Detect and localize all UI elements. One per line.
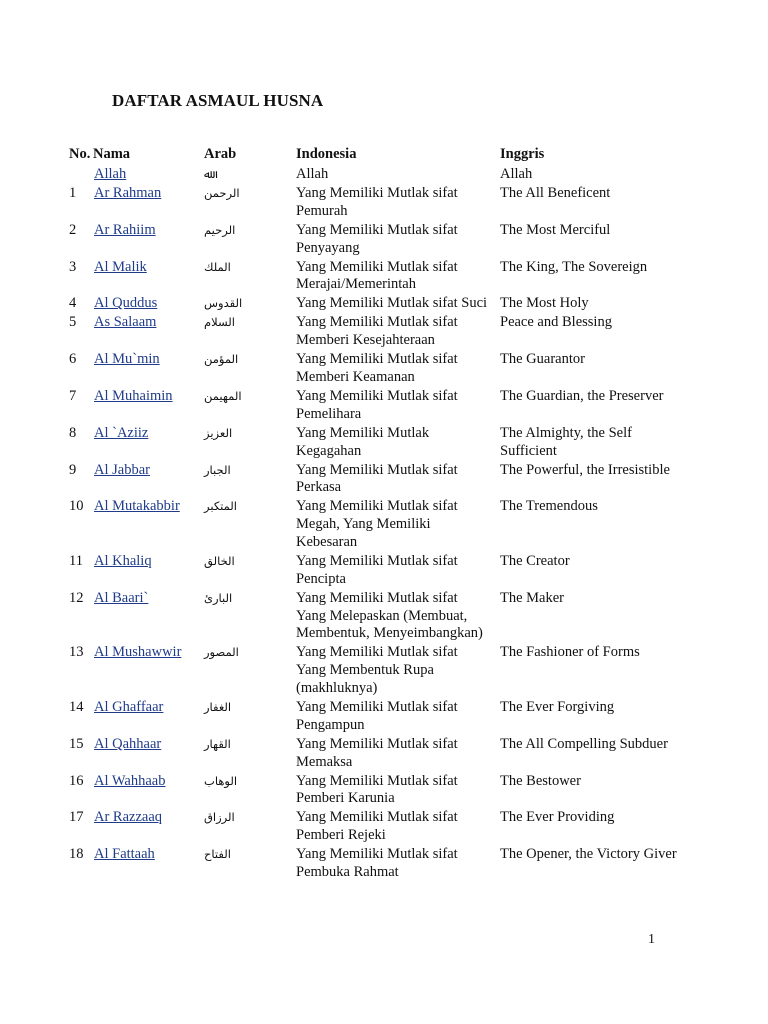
indonesian-meaning: Yang Memiliki Mutlak sifat Merajai/Memerintah [296, 258, 458, 293]
arabic-name: المؤمن [204, 352, 239, 367]
english-meaning: The King, The Sovereign [500, 258, 648, 275]
row-number: 12 [69, 589, 84, 606]
english-meaning: The Tremendous [500, 498, 598, 515]
arabic-name: الغفار [204, 699, 232, 714]
document-title: DAFTAR ASMAUL HUSNA [112, 91, 324, 110]
row-number: 3 [69, 258, 77, 275]
header-nama: Nama [93, 146, 131, 162]
page-number: 1 [648, 932, 655, 947]
english-meaning: The Ever Forgiving [500, 698, 615, 715]
table-row [0, 498, 768, 553]
table-row [0, 809, 768, 846]
name-link[interactable]: Al Malik [94, 258, 147, 275]
arabic-name: القدوس [204, 296, 243, 311]
name-link[interactable]: Ar Rahman [94, 185, 162, 201]
arabic-name: القهار [204, 736, 231, 751]
arabic-name: الفتاح [204, 847, 231, 862]
indonesian-meaning: Yang Memiliki Mutlak sifat Yang Membentuk Rupa (makhluknya) [296, 644, 458, 696]
name-link[interactable]: Al Mutakabbir [94, 498, 180, 515]
table-row [0, 388, 768, 425]
table-row [0, 425, 768, 462]
header-indonesia: Indonesia [296, 146, 357, 162]
english-meaning: The Almighty, the Self Sufficient [500, 424, 632, 459]
table-row [0, 351, 768, 388]
indonesian-meaning: Yang Memiliki Mutlak sifat Pembuka Rahmat [296, 846, 458, 880]
row-number: 14 [69, 698, 84, 715]
table-row [0, 295, 768, 314]
indonesian-meaning: Yang Memiliki Mutlak sifat Perkasa [296, 461, 458, 496]
indonesian-meaning: Yang Memiliki Mutlak sifat Pengampun [296, 698, 458, 733]
name-link[interactable]: Al Ghaffaar [94, 698, 164, 715]
arabic-name: الرزاق [204, 810, 235, 825]
name-link[interactable]: Al Jabbar [94, 461, 150, 478]
arabic-name: العزيز [204, 425, 233, 440]
table-row [0, 185, 768, 222]
english-meaning: The All Compelling Subduer [500, 735, 668, 752]
indonesian-meaning: Yang Memiliki Mutlak sifat Pemberi Rejeki [296, 809, 458, 844]
arabic-name: الخالق [204, 553, 235, 568]
row-number: 18 [69, 846, 84, 863]
arabic-name: الملك [204, 259, 231, 274]
row-number: 13 [69, 644, 84, 661]
arabic-name: ﷲ [204, 167, 211, 181]
indonesian-meaning: Yang Memiliki Mutlak sifat Memaksa [296, 735, 458, 770]
name-link[interactable]: Al Mu`min [94, 351, 160, 368]
table-row [0, 644, 768, 699]
table-row [0, 736, 768, 773]
name-link[interactable]: As Salaam [94, 314, 157, 331]
table-row [0, 699, 768, 736]
english-meaning: The Fashioner of Forms [500, 644, 640, 661]
row-number: 2 [69, 221, 77, 238]
table-row [0, 259, 768, 296]
table-row [0, 846, 768, 883]
header-arab: Arab [204, 146, 237, 162]
arabic-name: الرحمن [204, 186, 240, 200]
table-row [0, 462, 768, 499]
indonesian-meaning: Yang Memiliki Mutlak sifat Pemelihara [296, 387, 458, 422]
table-header [0, 146, 768, 164]
english-meaning: The Most Merciful [500, 221, 611, 238]
english-meaning: Peace and Blessing [500, 314, 612, 331]
english-meaning: The Guarantor [500, 351, 585, 368]
indonesian-meaning: Yang Memiliki Mutlak sifat Pemberi Karunia [296, 772, 458, 807]
english-meaning: The Creator [500, 552, 570, 569]
english-meaning: The Maker [500, 589, 565, 606]
name-link[interactable]: Ar Rahiim [94, 221, 156, 238]
indonesian-meaning: Yang Memiliki Mutlak Kegagahan [296, 424, 430, 459]
arabic-name: الرحيم [204, 222, 236, 237]
arabic-name: المتكبر [204, 499, 237, 514]
english-meaning: The Most Holy [500, 295, 589, 312]
indonesian-meaning: Yang Memiliki Mutlak sifat Pencipta [296, 552, 458, 587]
indonesian-meaning: Yang Memiliki Mutlak sifat Pemurah [296, 185, 458, 219]
english-meaning: The All Beneficent [500, 185, 611, 201]
row-number: 8 [69, 424, 77, 441]
indonesian-meaning: Yang Memiliki Mutlak sifat Penyayang [296, 221, 458, 256]
name-link[interactable]: Al Baari` [94, 589, 149, 606]
row-number: 17 [69, 809, 84, 826]
arabic-name: المهيمن [204, 388, 242, 403]
name-link[interactable]: Allah [94, 166, 127, 182]
indonesian-meaning: Yang Memiliki Mutlak sifat Megah, Yang Memiliki Kebesaran [296, 498, 458, 550]
table-row [0, 166, 768, 185]
asmaul-husna-table [0, 166, 768, 883]
indonesian-meaning: Yang Memiliki Mutlak sifat Memberi Keamanan [296, 351, 458, 385]
name-link[interactable]: Al Fattaah [94, 846, 155, 863]
name-link[interactable]: Al Muhaimin [94, 387, 173, 404]
row-number: 15 [69, 735, 84, 752]
row-number: 6 [69, 351, 77, 368]
header-no: No. [69, 146, 91, 162]
name-link[interactable]: Al Qahhaar [94, 735, 162, 752]
name-link[interactable]: Ar Razzaaq [94, 809, 163, 826]
name-link[interactable]: Al Wahhaab [94, 772, 166, 789]
english-meaning: The Powerful, the Irresistible [500, 461, 670, 478]
indonesian-meaning: Yang Memiliki Mutlak sifat Suci [296, 295, 488, 312]
table-row [0, 222, 768, 259]
arabic-name: الجبار [204, 462, 231, 477]
indonesian-meaning: Allah [296, 166, 329, 182]
row-number: 10 [69, 498, 84, 515]
row-number: 9 [69, 461, 77, 478]
name-link[interactable]: Al Khaliq [94, 552, 152, 569]
name-link[interactable]: Al Mushawwir [94, 644, 182, 661]
table-row [0, 773, 768, 810]
row-number: 11 [69, 552, 83, 569]
english-meaning: The Ever Providing [500, 809, 615, 826]
arabic-name: الوهاب [204, 773, 238, 788]
table-row [0, 314, 768, 351]
arabic-name: البارئ [204, 590, 233, 605]
english-meaning: The Opener, the Victory Giver [500, 846, 677, 863]
table-row [0, 590, 768, 645]
row-number: 4 [69, 295, 77, 312]
table-row [0, 553, 768, 590]
header-inggris: Inggris [500, 146, 545, 162]
indonesian-meaning: Yang Memiliki Mutlak sifat Yang Melepaskan (Membuat, Membentuk, Menyeimbangkan) [296, 589, 483, 642]
indonesian-meaning: Yang Memiliki Mutlak sifat Memberi Kesejahteraan [296, 314, 458, 349]
row-number: 16 [69, 772, 84, 789]
name-link[interactable]: Al `Aziiz [94, 424, 149, 441]
arabic-name: المصور [204, 645, 239, 660]
row-number: 1 [69, 185, 77, 201]
english-meaning: Allah [500, 166, 533, 182]
row-number: 7 [69, 387, 77, 404]
row-number: 5 [69, 314, 77, 331]
english-meaning: The Bestower [500, 772, 581, 789]
name-link[interactable]: Al Quddus [94, 295, 158, 312]
english-meaning: The Guardian, the Preserver [500, 387, 664, 404]
arabic-name: السلام [204, 315, 235, 330]
